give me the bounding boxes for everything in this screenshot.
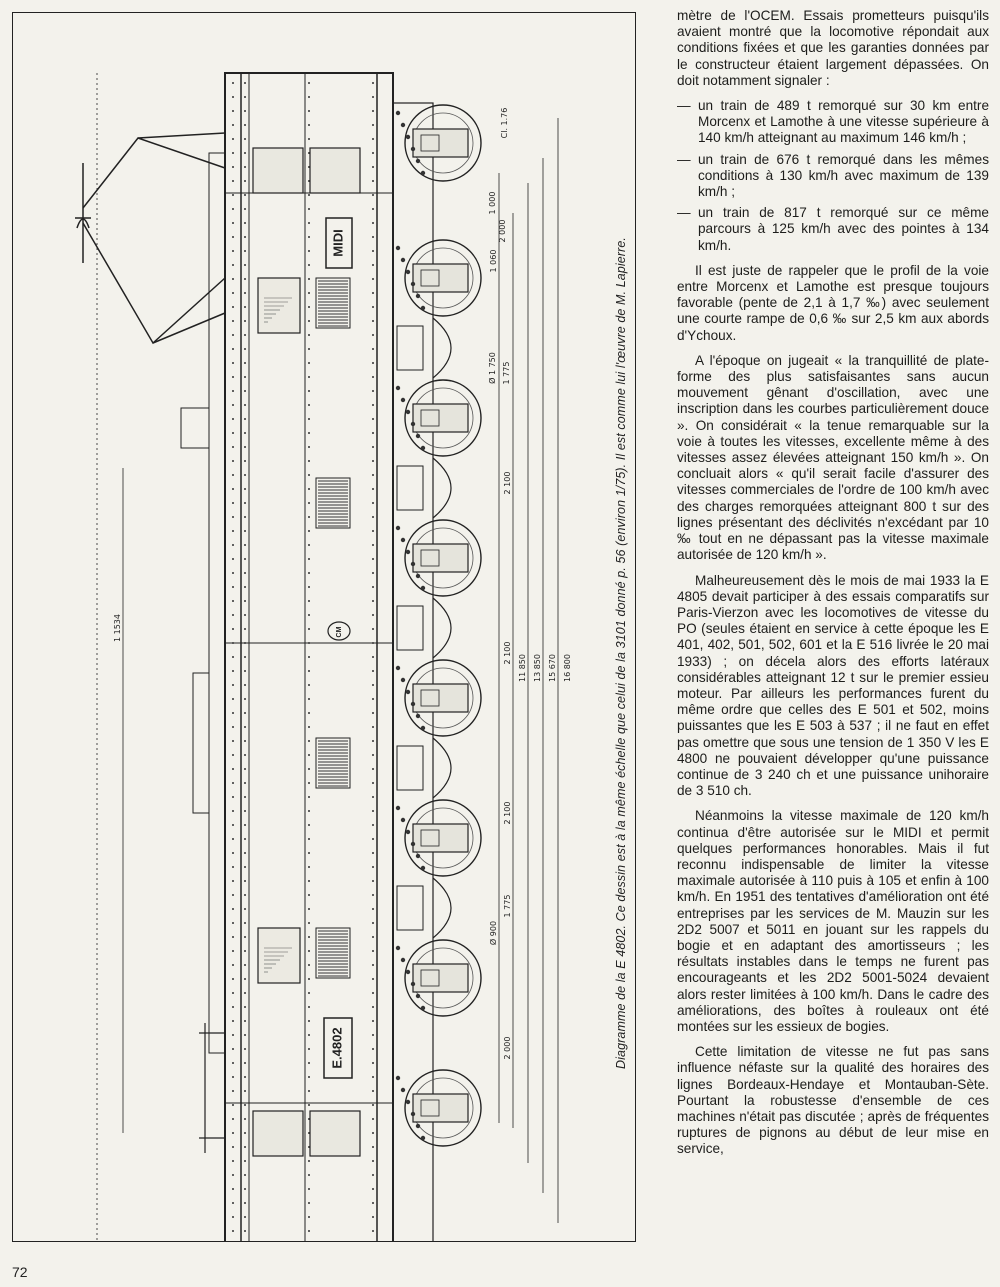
paragraph-3: A l'époque on jugeait « la tranquillité de plate-forme des plus satisfaisantes sans aucun mouvement gênant d'oscillation, avec une inscription dans les courbes particulièrement douce ». On considérait « la tenue remarquable sur la voie à toutes les vitesses, excellente même à des vitesses assez élevées atteignant 150 km/h ». On concluait alors « qu'il serait facile d'assurer des vitesses commerciales de l'ordre de 100 km/h avec des charges remorquées atteignant 800 t sur des lignes présentant des déclivités n'excédant par 10 ‰ tout en ne dépassant pas la vitesse maximale autorisée de 120 km/h ». [677,352,989,563]
svg-text:2 100: 2 100 [503,801,512,825]
svg-text:Ø 1 750: Ø 1 750 [488,352,497,384]
svg-text:15 670: 15 670 [548,654,557,682]
svg-text:1 1534: 1 1534 [113,614,122,642]
paragraph-4: Malheureusement dès le mois de mai 1933 la E 4805 devait participer à des essais comparatifs sur Paris-Vierzon avec les locomotives de vitesse du PO (seules étaient en service à cette époque les E 401, 402, 501, 502, 601 et la E 516 livrée le 20 mai 1933) ; on décela alors des efforts latéraux considérables atteignant 12 t sur le premier essieu moteur. Par ailleurs les performances furent du même ordre que celles des E 501 et 502, moins puissantes que les E 503 à 537 ; il ne faut en effet pas omettre que sous une tension de 1 350 V les E 4800 ne pouvaient développer qu'une puissance continue de 3 240 ch et une puissance unihoraire de 3 510 ch. [677,572,989,799]
test-results-list [677,98,989,254]
svg-text:CM: CM [335,626,343,638]
number-plate [324,1018,352,1078]
locomotive-body [181,73,393,1242]
ventilation-louvres [316,278,350,978]
midi-plate [326,218,352,268]
locomotive-drawing-frame [12,12,636,1242]
svg-text:1 775: 1 775 [503,894,512,918]
side-windows [258,278,300,983]
svg-text:MIDI: MIDI [330,229,346,257]
svg-text:2 000: 2 000 [503,1036,512,1060]
list-item: — un train de 489 t remorqué sur 30 km entre Morcenx et Lamothe à une vitesse supérieure à 140 km/h atteignant au maximum 146 km/h ; [677,98,989,147]
paragraph-5: Néanmoins la vitesse maximale de 120 km/h continua d'être autorisée sur le MIDI et permit quelques performances honorables. Mais il fut reconnu indispensable de limiter la vitesse maximale autorisée à 110 puis à 105 et enfin à 100 km/h. En 1951 des tentatives d'amélioration ont été entreprises par les services de M. Mauzin sur les 2D2 5007 et 5011 en jouant sur les rappels du bogie et en adaptant des amortisseurs ; les résultats instables dans le temps ne furent pas encourageants et les 2D2 5001-5024 devaient alors rester limitées à 100 km/h. Dans le cadre des améliorations, des boîtes à rouleaux ont été montées sur les essieux de bogies. [677,808,989,1034]
list-item: — un train de 817 t remorqué sur ce même parcours à 125 km/h avec des pointes à 134 km/h. [677,205,989,254]
svg-text:2 000: 2 000 [498,219,507,243]
locomotive-diagram [13,13,636,1242]
svg-text:1 775: 1 775 [502,361,511,385]
figure-caption: Diagramme de la E 4802. Ce dessin est à la même échelle que celui de la 3101 donné p. 56 (environ 1/75). Il est comme lui l'œuvre de M. Lapierre. [614,237,628,1069]
svg-text:Cl. 1.76: Cl. 1.76 [500,107,509,139]
company-emblem [328,622,350,640]
dimension-lines [97,73,558,1242]
paragraph-1: mètre de l'OCEM. Essais prometteurs puisqu'ils avaient montré que la locomotive répondait aux conditions fixées et que les garanties données par le constructeur étaient largement dépassées. On doit notamment signaler : [677,8,989,88]
bogies-and-wheels [393,103,481,1242]
svg-text:2 100: 2 100 [503,641,512,665]
paragraph-6: Cette limitation de vitesse ne fut pas sans influence néfaste sur la qualité des horaires des lignes Bordeaux-Hendaye et Montauban-Sète. Pourtant la robustesse d'ensemble de ces machines n'était pas discutée ; après de fréquentes ruptures de pignons au début de leur mise en service, [677,1044,989,1157]
article-text-column [677,8,989,1167]
svg-text:2 100: 2 100 [503,471,512,495]
list-item: — un train de 676 t remorqué dans les mêmes conditions à 130 km/h avec maximum de 139 km/h ; [677,152,989,201]
svg-text:E.4802: E.4802 [329,1027,345,1069]
pantograph-bottom [199,1023,225,1153]
svg-text:13 850: 13 850 [533,654,542,682]
pantograph-top [75,133,225,343]
svg-text:1 060: 1 060 [489,249,498,273]
page-number: 72 [12,1264,28,1280]
svg-text:11 850: 11 850 [518,654,527,682]
svg-text:16 800: 16 800 [563,654,572,682]
paragraph-2: Il est juste de rappeler que le profil de la voie entre Morcenx et Lamothe est presque toujours favorable (pente de 2,1 à 1,7 ‰) avec seulement une courte rampe de 0,6 ‰ sur 2,5 km aux abords d'Ychoux. [677,262,989,343]
svg-text:1 000: 1 000 [488,191,497,215]
svg-text:Ø 900: Ø 900 [489,920,498,946]
